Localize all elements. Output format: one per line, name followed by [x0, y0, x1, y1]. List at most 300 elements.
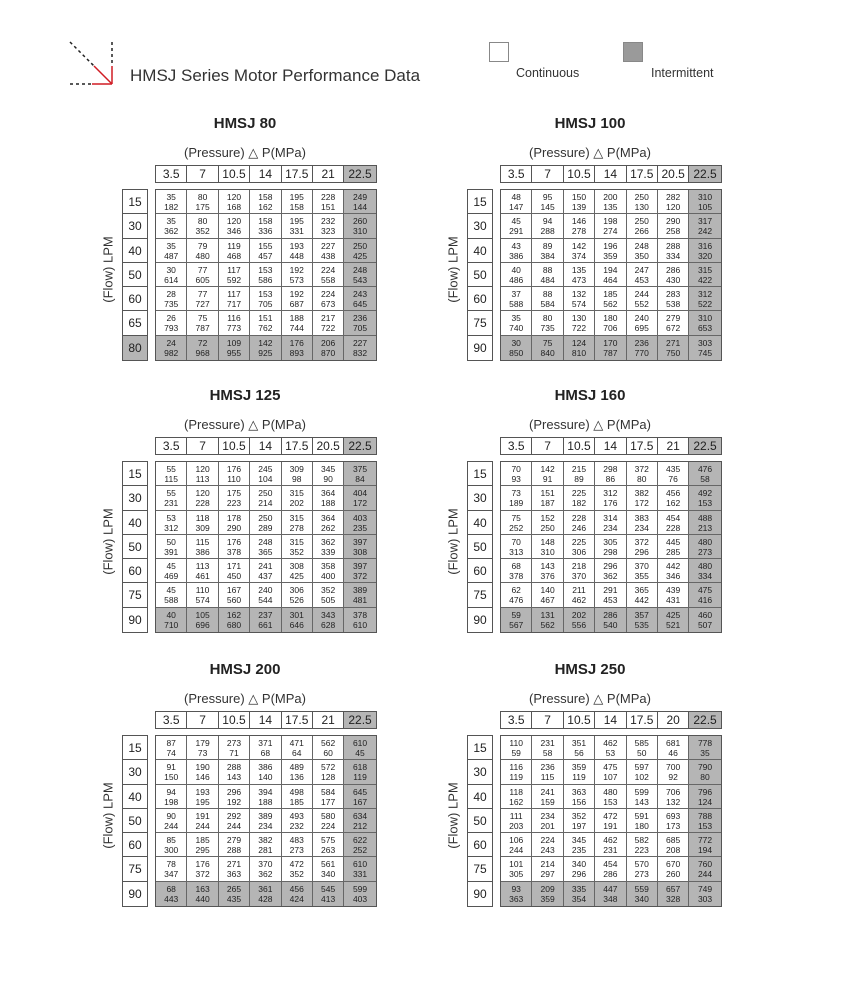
speed-value: 162: [666, 498, 681, 509]
speed-value: 359: [603, 250, 618, 261]
pressure-header-cell: 10.5: [219, 438, 250, 454]
speed-value: 295: [195, 845, 210, 856]
performance-cell: [595, 559, 626, 583]
speed-value: 234: [258, 820, 273, 831]
performance-cell: [564, 736, 595, 760]
torque-value: 180: [603, 313, 618, 324]
pressure-header-cell: 7: [532, 438, 563, 454]
flow-axis-label: (Flow) LPM: [445, 236, 461, 303]
performance-cell: [564, 809, 595, 833]
torque-value: 109: [226, 337, 242, 348]
flow-header-cell: 15: [468, 462, 492, 486]
table-title: HMSJ 125: [209, 387, 281, 404]
performance-cell: [689, 462, 720, 486]
speed-value: 91: [542, 474, 553, 484]
torque-value: 447: [603, 883, 618, 894]
torque-value: 80: [542, 313, 553, 324]
speed-value: 323: [321, 226, 336, 237]
speed-value: 340: [321, 869, 336, 880]
performance-cell: [187, 583, 218, 607]
speed-value: 425: [352, 250, 368, 261]
speed-value: 362: [258, 869, 273, 880]
pressure-axis-label: (Pressure) △ P(MPa): [529, 417, 651, 432]
speed-value: 567: [509, 619, 524, 630]
torque-value: 335: [571, 883, 587, 894]
torque-value: 386: [258, 762, 273, 773]
torque-value: 163: [195, 883, 210, 894]
torque-value: 681: [666, 738, 681, 748]
speed-value: 661: [258, 619, 273, 630]
performance-cell: [187, 511, 218, 535]
performance-cell: [187, 535, 218, 559]
performance-cell: [250, 311, 281, 335]
performance-cell: [532, 535, 563, 559]
speed-value: 59: [511, 748, 521, 758]
torque-value: 352: [321, 585, 336, 596]
performance-cell: [595, 486, 626, 510]
performance-cell: [627, 336, 658, 360]
torque-value: 397: [352, 561, 368, 572]
performance-cell: [250, 287, 281, 311]
torque-value: 305: [603, 536, 618, 547]
performance-cell: [501, 736, 532, 760]
speed-value: 735: [164, 299, 179, 310]
speed-value: 331: [289, 226, 304, 237]
speed-value: 278: [571, 226, 587, 237]
torque-value: 492: [697, 488, 713, 499]
speed-value: 610: [352, 619, 368, 630]
speed-value: 119: [572, 772, 586, 783]
torque-value: 94: [166, 786, 176, 797]
speed-value: 244: [509, 845, 524, 856]
legend-intermittent-label: Intermittent: [651, 66, 714, 80]
performance-cell: [564, 190, 595, 214]
performance-cell: [595, 809, 626, 833]
speed-value: 413: [321, 893, 336, 904]
torque-value: 370: [258, 859, 273, 870]
pressure-header-cell: 14: [595, 166, 626, 182]
performance-cell: [564, 311, 595, 335]
torque-value: 585: [634, 738, 649, 748]
performance-cell: [156, 608, 187, 632]
performance-cell: [658, 736, 689, 760]
speed-value: 586: [258, 274, 273, 285]
speed-value: 162: [258, 202, 273, 212]
speed-value: 110: [227, 474, 241, 484]
performance-cell: [282, 857, 313, 881]
speed-value: 744: [289, 323, 304, 334]
torque-value: 357: [634, 609, 649, 620]
performance-cell: [344, 882, 375, 906]
performance-cell: [219, 239, 250, 263]
speed-value: 202: [289, 498, 304, 509]
torque-value: 202: [571, 609, 587, 620]
speed-value: 403: [352, 893, 368, 904]
speed-value: 234: [603, 522, 618, 533]
torque-value: 43: [511, 240, 521, 251]
speed-value: 223: [634, 845, 649, 856]
performance-cell: [689, 760, 720, 784]
speed-value: 696: [195, 619, 210, 630]
performance-cell: [595, 857, 626, 881]
torque-value: 489: [289, 762, 304, 773]
performance-cell: [187, 263, 218, 287]
torque-value: 190: [195, 762, 210, 773]
flow-axis-label: (Flow) LPM: [100, 236, 116, 303]
flow-header-cell: 75: [123, 857, 147, 881]
performance-cell: [344, 239, 375, 263]
speed-value: 167: [352, 796, 368, 807]
speed-value: 151: [321, 202, 336, 212]
performance-cell: [219, 190, 250, 214]
torque-value: 70: [511, 536, 521, 547]
speed-value: 235: [571, 845, 587, 856]
performance-cell: [282, 809, 313, 833]
performance-cell: [250, 511, 281, 535]
pressure-header-cell: 17.5: [282, 712, 313, 728]
performance-cell: [564, 785, 595, 809]
torque-value: 241: [540, 786, 555, 797]
performance-cell: [187, 559, 218, 583]
torque-value: 618: [352, 762, 368, 773]
torque-value: 292: [226, 810, 242, 821]
torque-value: 562: [321, 738, 336, 748]
torque-value: 77: [197, 289, 208, 300]
torque-value: 317: [697, 216, 713, 227]
torque-value: 345: [571, 835, 587, 846]
performance-cell: [313, 239, 344, 263]
torque-value: 480: [603, 786, 618, 797]
torque-value: 55: [166, 488, 176, 499]
torque-value: 454: [666, 512, 681, 523]
speed-value: 440: [195, 893, 210, 904]
speed-value: 450: [226, 571, 242, 582]
speed-value: 213: [697, 522, 713, 533]
speed-value: 354: [571, 893, 587, 904]
speed-value: 147: [509, 202, 524, 212]
performance-cell: [627, 263, 658, 287]
flow-header-cell: 75: [468, 583, 492, 607]
flow-axis-label: (Flow) LPM: [100, 782, 116, 849]
torque-value: 215: [571, 464, 587, 474]
pressure-header-cell: 17.5: [627, 166, 658, 182]
performance-cell: [627, 736, 658, 760]
speed-value: 535: [634, 619, 649, 630]
torque-value: 288: [666, 240, 681, 251]
speed-value: 185: [289, 796, 304, 807]
speed-value: 793: [164, 323, 179, 334]
torque-value: 345: [321, 464, 336, 474]
torque-value: 236: [634, 337, 649, 348]
speed-value: 195: [195, 796, 210, 807]
torque-value: 296: [603, 561, 618, 572]
torque-value: 271: [666, 337, 681, 348]
performance-cell: [689, 833, 720, 857]
speed-value: 469: [164, 571, 179, 582]
pressure-header-cell: 22.5: [689, 438, 720, 454]
performance-cell: [344, 833, 375, 857]
torque-value: 113: [195, 561, 210, 572]
torque-value: 371: [258, 738, 273, 748]
speed-value: 840: [540, 347, 555, 358]
flow-header-cell: 60: [468, 559, 492, 583]
torque-value: 120: [195, 488, 210, 499]
torque-value: 570: [634, 859, 649, 870]
torque-value: 316: [697, 240, 713, 251]
torque-value: 372: [634, 536, 649, 547]
speed-value: 787: [603, 347, 618, 358]
speed-value: 252: [509, 522, 524, 533]
torque-value: 634: [352, 810, 368, 821]
speed-value: 347: [164, 869, 179, 880]
performance-cell: [250, 736, 281, 760]
torque-value: 35: [511, 313, 521, 324]
torque-value: 24: [166, 337, 176, 348]
pressure-header-cell: 3.5: [501, 166, 532, 182]
speed-value: 363: [226, 869, 242, 880]
torque-value: 362: [321, 536, 336, 547]
performance-cell: [532, 809, 563, 833]
torque-value: 306: [289, 585, 304, 596]
flow-header-cell: 50: [123, 535, 147, 559]
arrow-logo-icon: [68, 40, 116, 86]
performance-cell: [627, 608, 658, 632]
legend-intermittent-swatch: [623, 42, 643, 62]
performance-cell: [689, 736, 720, 760]
performance-cell: [156, 190, 187, 214]
performance-grid: [500, 461, 722, 633]
torque-value: 88: [542, 289, 553, 300]
speed-value: 850: [509, 347, 524, 358]
speed-value: 172: [352, 498, 368, 509]
performance-cell: [219, 462, 250, 486]
speed-value: 243: [540, 845, 555, 856]
torque-value: 610: [352, 859, 368, 870]
performance-cell: [532, 263, 563, 287]
torque-value: 435: [666, 464, 681, 474]
torque-value: 480: [697, 561, 713, 572]
performance-grid: [500, 189, 722, 361]
torque-value: 312: [697, 289, 713, 300]
performance-cell: [595, 214, 626, 238]
flow-axis-label: (Flow) LPM: [445, 508, 461, 575]
speed-value: 244: [164, 820, 179, 831]
torque-value: 120: [195, 464, 210, 474]
torque-value: 706: [666, 786, 681, 797]
speed-value: 273: [697, 546, 713, 557]
performance-cell: [282, 882, 313, 906]
speed-value: 521: [666, 619, 681, 630]
speed-value: 234: [634, 522, 649, 533]
torque-value: 196: [603, 240, 618, 251]
torque-value: 135: [571, 264, 587, 275]
torque-value: 232: [321, 216, 336, 227]
performance-cell: [187, 736, 218, 760]
performance-cell: [532, 559, 563, 583]
table-title: HMSJ 100: [554, 115, 626, 132]
torque-value: 361: [258, 883, 273, 894]
speed-value: 182: [571, 498, 587, 509]
torque-value: 110: [509, 738, 523, 748]
speed-value: 362: [603, 571, 618, 582]
torque-value: 195: [289, 216, 304, 227]
speed-value: 592: [226, 274, 242, 285]
performance-cell: [313, 809, 344, 833]
performance-cell: [250, 462, 281, 486]
torque-value: 70: [511, 464, 521, 474]
speed-value: 442: [634, 595, 649, 606]
performance-cell: [501, 760, 532, 784]
torque-value: 185: [603, 289, 618, 300]
speed-value: 273: [289, 845, 304, 856]
performance-cell: [564, 583, 595, 607]
speed-value: 762: [258, 323, 273, 334]
performance-cell: [689, 336, 720, 360]
torque-value: 404: [352, 488, 368, 499]
performance-cell: [564, 462, 595, 486]
torque-value: 45: [166, 561, 176, 572]
torque-value: 383: [634, 512, 649, 523]
speed-value: 50: [637, 748, 647, 758]
speed-value: 309: [195, 522, 210, 533]
performance-cell: [627, 462, 658, 486]
speed-value: 552: [634, 299, 649, 310]
torque-value: 315: [289, 488, 304, 499]
performance-cell: [501, 857, 532, 881]
torque-value: 476: [697, 464, 713, 474]
performance-cell: [187, 239, 218, 263]
performance-cell: [219, 736, 250, 760]
speed-value: 467: [540, 595, 555, 606]
torque-value: 153: [258, 264, 273, 275]
torque-value: 151: [540, 488, 555, 499]
torque-value: 282: [666, 192, 681, 202]
torque-value: 78: [166, 859, 176, 870]
flow-header-cell: 15: [468, 190, 492, 214]
performance-cell: [313, 462, 344, 486]
performance-cell: [658, 239, 689, 263]
speed-value: 540: [603, 619, 618, 630]
speed-value: 290: [226, 522, 242, 533]
speed-value: 228: [666, 522, 681, 533]
performance-cell: [156, 583, 187, 607]
torque-value: 234: [540, 810, 555, 821]
flow-header-column: [467, 735, 493, 907]
pressure-header-cell: 17.5: [282, 438, 313, 454]
performance-cell: [344, 760, 375, 784]
performance-cell: [282, 190, 313, 214]
performance-cell: [187, 336, 218, 360]
performance-cell: [187, 882, 218, 906]
pressure-header-cell: 17.5: [627, 438, 658, 454]
speed-value: 224: [321, 820, 336, 831]
flow-header-cell: 75: [468, 311, 492, 335]
performance-cell: [564, 833, 595, 857]
speed-value: 955: [226, 347, 242, 358]
torque-value: 796: [697, 786, 713, 797]
performance-cell: [313, 882, 344, 906]
performance-cell: [344, 190, 375, 214]
pressure-header-cell: 22.5: [344, 438, 375, 454]
performance-cell: [532, 486, 563, 510]
pressure-header-cell: 7: [187, 712, 218, 728]
torque-value: 462: [603, 738, 618, 748]
performance-cell: [532, 214, 563, 238]
torque-value: 236: [352, 313, 368, 324]
performance-cell: [156, 736, 187, 760]
performance-cell: [313, 857, 344, 881]
performance-cell: [250, 833, 281, 857]
flow-header-cell: 40: [123, 239, 147, 263]
performance-cell: [689, 486, 720, 510]
pressure-header-cell: 7: [532, 712, 563, 728]
torque-value: 59: [511, 609, 521, 620]
speed-value: 273: [634, 869, 649, 880]
speed-value: 372: [195, 869, 210, 880]
speed-value: 745: [697, 347, 713, 358]
speed-value: 73: [197, 748, 208, 758]
flow-header-column: [122, 189, 148, 361]
torque-value: 265: [226, 883, 242, 894]
pressure-header-cell: 10.5: [219, 712, 250, 728]
torque-value: 118: [509, 786, 523, 797]
flow-header-cell: 90: [468, 882, 492, 906]
speed-value: 770: [634, 347, 649, 358]
torque-value: 30: [166, 264, 176, 275]
performance-cell: [344, 336, 375, 360]
torque-value: 364: [321, 488, 336, 499]
torque-value: 62: [511, 585, 521, 596]
speed-value: 132: [666, 796, 681, 807]
performance-cell: [627, 511, 658, 535]
flow-header-cell: 30: [468, 760, 492, 784]
pressure-header-cell: 10.5: [219, 166, 250, 182]
speed-value: 120: [666, 202, 681, 212]
pressure-header-cell: 22.5: [344, 166, 375, 182]
table-title: HMSJ 80: [213, 115, 277, 132]
speed-value: 522: [697, 299, 713, 310]
flow-header-cell: 50: [468, 263, 492, 287]
speed-value: 680: [226, 619, 242, 630]
speed-value: 98: [292, 474, 302, 484]
torque-value: 117: [227, 289, 241, 300]
torque-value: 48: [511, 192, 521, 202]
performance-cell: [156, 263, 187, 287]
torque-value: 645: [352, 786, 368, 797]
performance-cell: [187, 785, 218, 809]
speed-value: 92: [668, 772, 678, 783]
torque-value: 240: [634, 313, 649, 324]
speed-value: 191: [603, 820, 618, 831]
performance-cell: [313, 287, 344, 311]
speed-value: 893: [289, 347, 304, 358]
speed-value: 306: [571, 546, 587, 557]
speed-value: 710: [164, 619, 179, 630]
performance-cell: [658, 214, 689, 238]
performance-cell: [627, 287, 658, 311]
speed-value: 437: [258, 571, 273, 582]
performance-cell: [501, 785, 532, 809]
torque-value: 493: [289, 810, 304, 821]
flow-header-cell: 75: [123, 583, 147, 607]
performance-cell: [282, 311, 313, 335]
flow-header-cell: 75: [468, 857, 492, 881]
torque-value: 185: [195, 835, 210, 846]
performance-cell: [344, 809, 375, 833]
performance-cell: [282, 263, 313, 287]
performance-cell: [250, 336, 281, 360]
speed-value: 228: [195, 498, 210, 509]
